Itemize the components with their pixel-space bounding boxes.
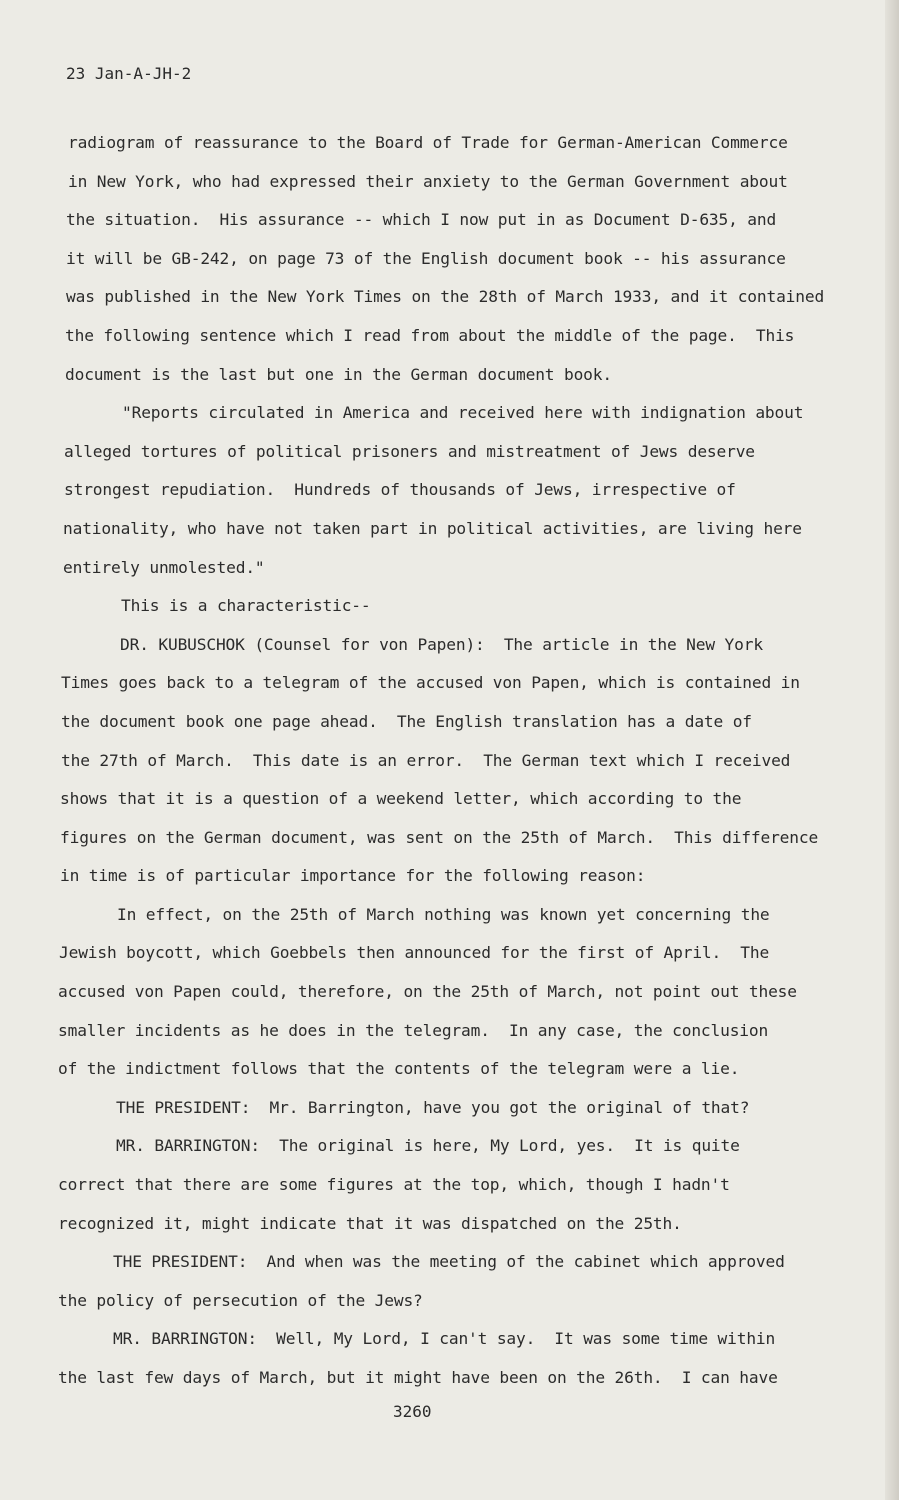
text-line: MR. BARRINGTON: Well, My Lord, I can't say. It was some time within <box>113 1329 776 1349</box>
text-line: the following sentence which I read from about the middle of the page. This <box>65 325 795 345</box>
text-line: THE PRESIDENT: Mr. Barrington, have you got the original of that? <box>116 1097 750 1117</box>
text-line: strongest repudiation. Hundreds of thousands of Jews, irrespective of <box>64 480 736 500</box>
text-line: of the indictment follows that the contents of the telegram were a lie. <box>58 1059 740 1079</box>
text-line: was published in the New York Times on the 28th of March 1933, and it contained <box>66 287 825 307</box>
text-line: recognized it, might indicate that it was dispatched on the 25th. <box>58 1213 682 1233</box>
page-number: 3260 <box>393 1402 432 1421</box>
text-line: document is the last but one in the German document book. <box>65 364 612 384</box>
text-line: the last few days of March, but it might have been on the 26th. I can have <box>58 1368 778 1387</box>
text-line: Times goes back to a telegram of the accused von Papen, which is contained in <box>61 673 800 693</box>
text-line: the document book one page ahead. The English translation has a date of <box>61 711 752 731</box>
text-line: in New York, who had expressed their anxiety to the German Government about <box>68 171 788 191</box>
text-line: it will be GB-242, on page 73 of the English document book -- his assurance <box>66 248 786 268</box>
text-line: Jewish boycott, which Goebbels then announced for the first of April. The <box>59 943 770 963</box>
text-line: accused von Papen could, therefore, on the 25th of March, not point out these <box>58 982 797 1002</box>
text-line: radiogram of reassurance to the Board of Trade for German-American Commerce <box>68 133 788 152</box>
text-line: nationality, who have not taken part in political activities, are living here <box>63 518 802 538</box>
text-line: This is a characteristic-- <box>121 596 371 616</box>
text-line: the 27th of March. This date is an error. The German text which I received <box>61 750 791 770</box>
text-line: MR. BARRINGTON: The original is here, My Lord, yes. It is quite <box>116 1136 740 1156</box>
text-line: THE PRESIDENT: And when was the meeting of the cabinet which approved <box>113 1252 785 1272</box>
text-line: shows that it is a question of a weekend letter, which according to the <box>60 789 742 809</box>
text-line: the situation. His assurance -- which I now put in as Document D-635, and <box>66 210 777 230</box>
text-line: smaller incidents as he does in the telegram. In any case, the conclusion <box>58 1020 769 1040</box>
text-line: in time is of particular importance for the following reason: <box>60 866 646 886</box>
text-line: entirely unmolested." <box>63 557 265 577</box>
text-line: the policy of persecution of the Jews? <box>58 1290 423 1310</box>
transcript-body <box>58 124 838 1398</box>
text-line: DR. KUBUSCHOK (Counsel for von Papen): The article in the New York <box>120 634 763 654</box>
text-line: alleged tortures of political prisoners and mistreatment of Jews deserve <box>64 441 755 461</box>
text-line: In effect, on the 25th of March nothing was known yet concerning the <box>117 904 770 924</box>
text-line: "Reports circulated in America and received here with indignation about <box>122 403 804 423</box>
text-line: figures on the German document, was sent on the 25th of March. This difference <box>60 827 819 847</box>
text-line: correct that there are some figures at the top, which, though I hadn't <box>58 1175 730 1195</box>
page-header-reference: 23 Jan-A-JH-2 <box>66 64 192 83</box>
